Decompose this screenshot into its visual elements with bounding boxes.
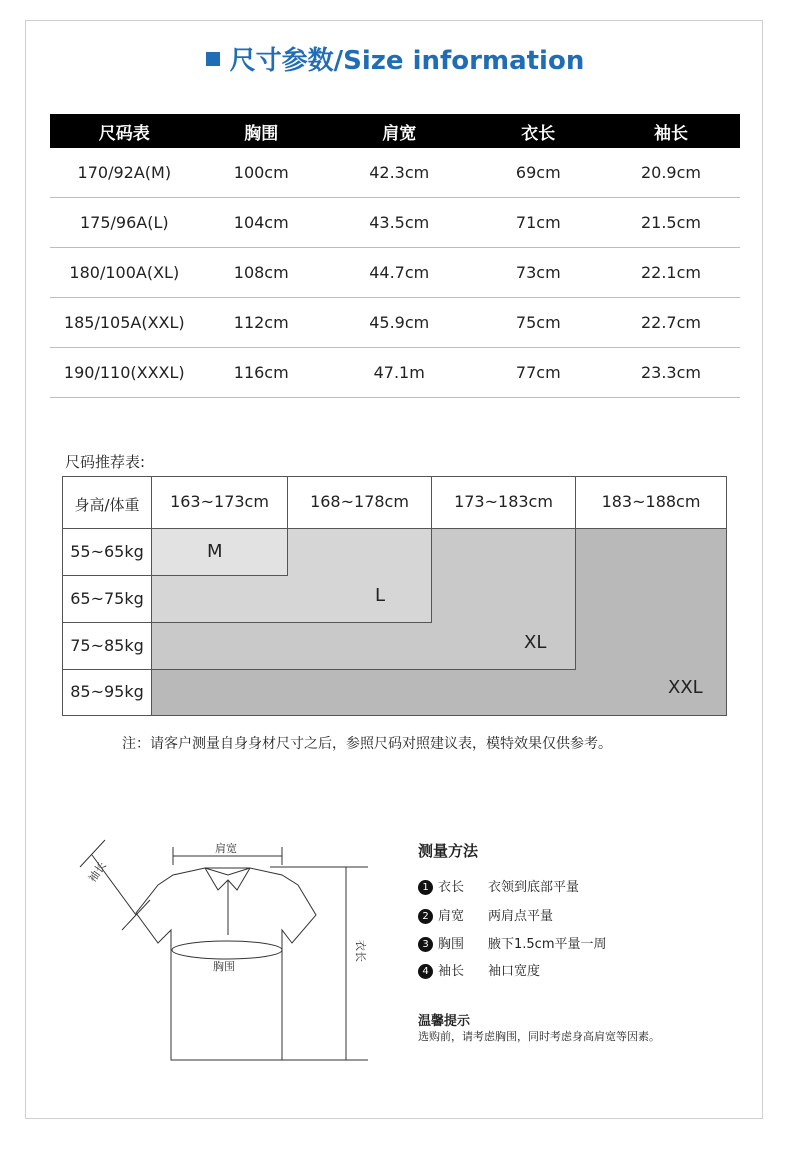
size-label-xl: XL [524,632,547,653]
measure-item-desc: 两肩点平量 [488,909,554,924]
tip-title: 温馨提示 [418,1014,471,1029]
number-badge-icon: 2 [418,909,433,924]
table-cell: 185/105A(XXL) [50,298,199,348]
measure-item [418,905,553,924]
height-label: 168~178cm [310,492,409,511]
row-divider [63,669,152,670]
table-cell: 22.7cm [602,298,740,348]
table-cell: 190/110(XXXL) [50,348,199,398]
table-cell: 42.3cm [324,148,475,198]
height-label: 183~188cm [601,492,701,511]
table-cell: 23.3cm [602,348,740,398]
table-cell: 175/96A(L) [50,198,199,248]
table-cell: 104cm [199,198,324,248]
table-cell: 112cm [199,298,324,348]
number-badge-icon: 3 [418,937,433,952]
zone-xl-bottom [151,669,576,670]
header-chest: 胸围 [199,114,324,148]
shirt-diagram [70,835,380,1070]
zone-l-bottom [151,622,432,623]
table-cell: 71cm [475,198,602,248]
table-cell: 43.5cm [324,198,475,248]
weight-label: 85~95kg [70,682,144,701]
col-divider [151,477,152,715]
table-cell: 22.1cm [602,248,740,298]
header-length: 衣长 [475,114,602,148]
zone-m-bottom [151,575,288,576]
height-label: 163~173cm [170,492,269,511]
table-cell: 69cm [475,148,602,198]
recommend-label: 尺码推荐表: [65,453,146,471]
diagram-length-label: 衣长 [354,940,367,962]
table-row [50,148,740,198]
measure-item-name: 胸围 [438,937,465,952]
table-cell: 73cm [475,248,602,298]
table-cell: 75cm [475,298,602,348]
table-cell: 180/100A(XL) [50,248,199,298]
header-sleeve: 袖长 [602,114,740,148]
table-cell: 77cm [475,348,602,398]
diagram-shoulder-label: 肩宽 [215,842,237,855]
advice-note: 注：请客户测量自身身材尺寸之后，参照尺码对照建议表，模特效果仅供参考。 [122,736,612,752]
size-label-l: L [375,585,386,606]
table-cell: 170/92A(M) [50,148,199,198]
table-cell: 45.9cm [324,298,475,348]
size-table-header [50,114,740,148]
table-cell: 116cm [199,348,324,398]
table-row [50,298,740,348]
header-size: 尺码表 [50,114,199,148]
diagram-chest-label: 胸围 [213,960,235,973]
table-cell: 20.9cm [602,148,740,198]
table-row [50,248,740,298]
table-cell: 47.1m [324,348,475,398]
corner-label: 身高/体重 [74,496,140,514]
measure-item-desc: 衣领到底部平量 [488,880,580,895]
page-title-text: 尺寸参数/Size information [229,46,585,76]
size-table [50,114,740,398]
measure-title: 测量方法 [418,842,479,860]
weight-label: 55~65kg [70,542,144,561]
zone-xl-right [575,529,576,670]
measure-item-name: 衣长 [438,880,465,895]
size-label-xxl: XXL [668,677,703,698]
number-badge-icon: 1 [418,880,433,895]
zone-m-right [287,529,288,576]
table-row [50,198,740,248]
measure-item-desc: 袖口宽度 [488,964,541,979]
size-label-m: M [207,541,223,562]
table-cell: 100cm [199,148,324,198]
measure-item [418,960,540,979]
page-title [0,40,790,77]
number-badge-icon: 4 [418,964,433,979]
row-divider [63,622,152,623]
table-cell: 44.7cm [324,248,475,298]
square-bullet-icon [206,52,220,66]
tip-text: 选购前，请考虑胸围，同时考虑身高肩宽等因素。 [418,1030,660,1043]
row-divider [63,575,152,576]
measure-item [418,876,579,895]
header-divider [63,528,726,529]
measure-item-desc: 腋下1.5cm平量一周 [488,937,607,952]
weight-label: 75~85kg [70,636,144,655]
height-label: 173~183cm [454,492,553,511]
table-cell: 108cm [199,248,324,298]
weight-label: 65~75kg [70,589,144,608]
zone-l-right [431,529,432,623]
measure-item-name: 袖长 [438,964,465,979]
table-cell: 21.5cm [602,198,740,248]
measure-item [418,933,607,952]
measure-item-name: 肩宽 [438,909,465,924]
diagram-sleeve-label: 袖长 [85,859,110,885]
table-row [50,348,740,398]
header-shoulder: 肩宽 [324,114,475,148]
recommend-grid [62,476,727,716]
